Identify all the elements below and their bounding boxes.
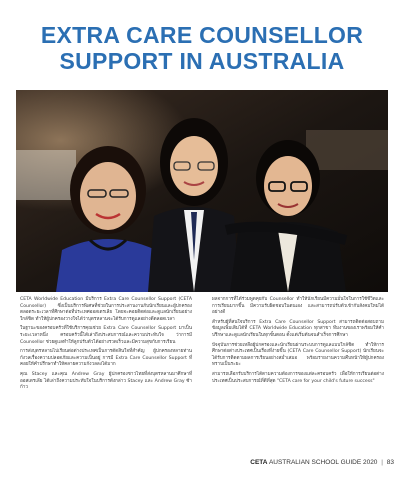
page-footer (0, 459, 394, 466)
body-column-left (20, 297, 192, 395)
paragraph: CETA Worldwide Education มีบริการ Extra Care Counsellor Support (CETA Counsellor) ซึ่งเป็นบริการพิเศษที่ช่วยในการประสานงานกับนักเรียนและผู้ปกครอง ตลอดระยะเวลาที่ศึกษาต่อที่ประเทศออสเตรเลีย โดยจะคอยติดต่อและดูแลนักเรียนอย่างใกล้ชิด ทำให้ผู้ปกครองวางใจได้ว่าบุตรหลานจะได้รับการดูแลอย่างดีตลอดเวลา (20, 297, 192, 322)
family-photo-illustration (16, 90, 388, 292)
paragraph: ผลจากการที่ได้ร่วมพูดคุยกับ Counsellor ทำให้นักเรียนมีความมั่นใจในการใช้ชีวิตและการเรียนมากขึ้น มีความรับผิดชอบในตนเอง และสามารถปรับตัวเข้ากับสังคมใหม่ได้อย่างดี (212, 297, 384, 316)
footer-brand: CETA (250, 459, 268, 466)
paragraph: การส่งบุตรหลานไปเรียนต่อต่างประเทศเป็นการตัดสินใจที่สำคัญ ผู้ปกครองหลายท่านกังวลเรื่องความปลอดภัยและความเป็นอยู่ การมี Extra Care Counsellor Support ที่คอยให้คำปรึกษาทำให้คลายความกังวลลงได้มาก (20, 349, 192, 368)
article-body (20, 297, 384, 447)
page-number: 83 (386, 459, 394, 466)
title-line-1: EXTRA CARE COUNSELLOR (40, 22, 364, 48)
paragraph: สามารถเลือกรับบริการได้ตามความต้องการของแต่ละครอบครัว เพื่อให้การเรียนต่อต่างประเทศเป็นประสบการณ์ที่ดีที่สุด "CETA care for your child's future success" (212, 371, 384, 384)
title-line-2: SUPPORT IN AUSTRALIA (59, 48, 345, 74)
article-title (0, 22, 404, 74)
paragraph: ปัจจุบันการช่วยเหลือผู้ปกครองและนักเรียนผ่านระบบการดูแลแบบใกล้ชิด ทำให้การศึกษาต่อต่างประเทศเป็นเรื่องที่ง่ายขึ้น (CETA Care Counsellor Support) นักเรียนจะได้รับการติดตามผลการเรียนอย่างสม่ำเสมอ พร้อมรายงานความคืบหน้าให้ผู้ปกครองทราบเป็นระยะ (212, 342, 384, 368)
paragraph: สำหรับผู้ที่สนใจบริการ Extra Care Counsellor Support สามารถติดต่อสอบถามข้อมูลเพิ่มเติมได้ที่ CETA Worldwide Education ทุกสาขา ทีมงานของเราพร้อมให้คำปรึกษาและดูแลนักเรียนในทุกขั้นตอน ตั้งแต่เริ่มต้นจนสำเร็จการศึกษา (212, 319, 384, 338)
footer-guide: AUSTRALIAN SCHOOL GUIDE 2020 (268, 459, 378, 466)
paragraph: คุณ Stacey และคุณ Andrew Gray ผู้ปกครองชาวไทยที่ส่งบุตรหลานมาศึกษาที่ออสเตรเลีย ได้เล่าถึงความประทับใจในบริการดังกล่าว Stacey และ Andrew Gray ซ้าก้าว (20, 371, 192, 391)
footer-separator: | (381, 459, 383, 466)
body-column-right (212, 297, 384, 388)
paragraph: ในฐานะของครอบครัวที่ใช้บริการคุณช่วย Extra Care Counsellor Support มาเป็นระยะเวลาหนึ่ง ครอบครัวนี้ได้เล่าถึงประสบการณ์และความประทับใจ ว่าการมี Counsellor ช่วยดูแลทำให้ลูกปรับตัวได้อย่างรวดเร็วและมีความสุขกับการเรียน (20, 326, 192, 345)
family-photo (16, 90, 388, 292)
